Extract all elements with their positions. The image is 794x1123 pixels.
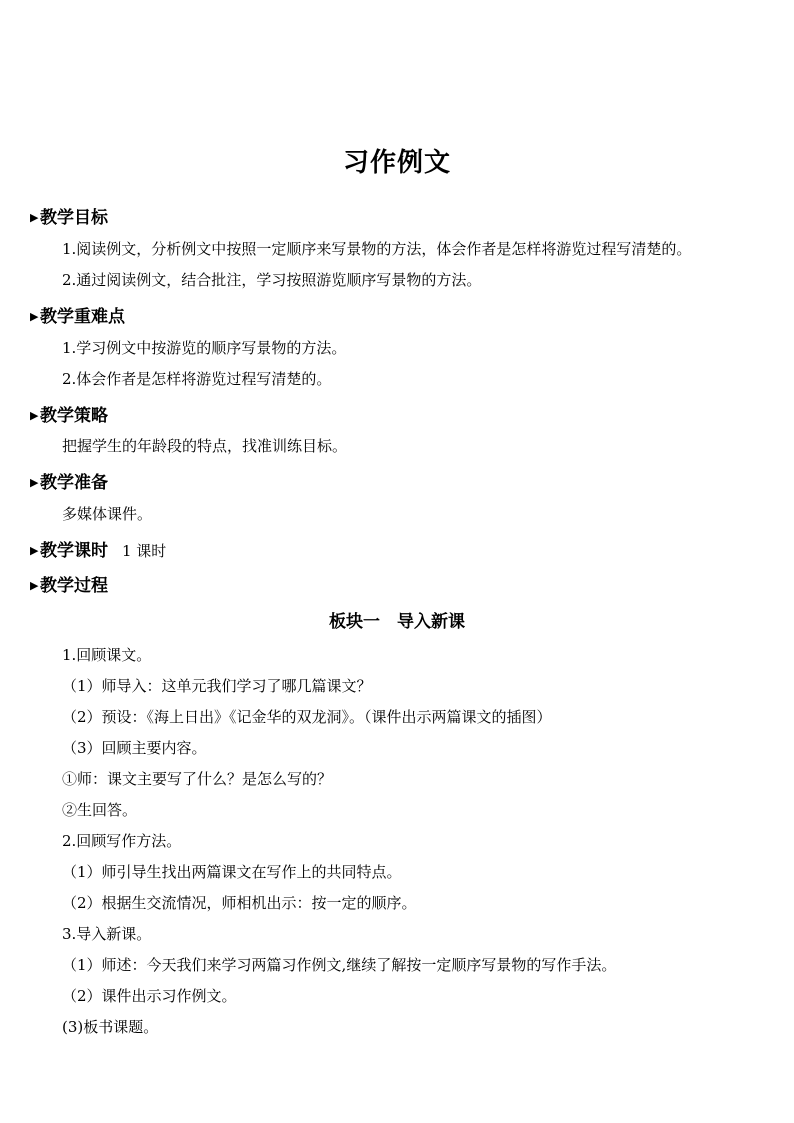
process-line: 3.导入新课。 [62, 925, 152, 943]
triangle-bullet-icon: ▶ [30, 409, 39, 422]
process-line: （2）课件出示习作例文。 [62, 987, 237, 1005]
triangle-bullet-icon: ▶ [30, 579, 39, 592]
heading-label: 教学过程 [40, 576, 108, 596]
objective-item: 1.阅读例文，分析例文中按照一定顺序来写景物的方法，体会作者是怎样将游览过程写清楚的。 [62, 240, 692, 258]
triangle-bullet-icon: ▶ [30, 476, 39, 489]
preparation-text: 多媒体课件。 [62, 505, 153, 523]
triangle-bullet-icon: ▶ [30, 544, 39, 557]
process-line: （2）根据生交流情况，师相机出示：按一定的顺序。 [62, 894, 417, 912]
heading-hours [30, 536, 166, 561]
triangle-bullet-icon: ▶ [30, 310, 39, 323]
objective-item: 2.通过阅读例文，结合批注，学习按照游览顺序写景物的方法。 [62, 271, 482, 289]
keypoint-item: 1.学习例文中按游览的顺序写景物的方法。 [62, 339, 347, 357]
process-line: ①师：课文主要写了什么？是怎么写的？ [62, 770, 333, 788]
process-line: （1）师导入：这单元我们学习了哪几篇课文？ [62, 677, 372, 695]
process-line: ②生回答。 [62, 801, 138, 819]
triangle-bullet-icon: ▶ [30, 211, 39, 224]
hours-value: 1 课时 [122, 542, 167, 560]
heading-label: 教学课时 [40, 541, 108, 561]
keypoint-item: 2.体会作者是怎样将游览过程写清楚的。 [62, 370, 332, 388]
section-title: 板块一 导入新课 [329, 612, 465, 632]
heading-label: 教学策略 [40, 406, 108, 426]
strategy-text: 把握学生的年龄段的特点，找准训练目标。 [62, 437, 348, 455]
process-line: 2.回顾写作方法。 [62, 832, 182, 850]
heading-preparation [30, 468, 108, 493]
heading-process [30, 571, 108, 596]
heading-objectives [30, 203, 108, 228]
heading-label: 教学重难点 [40, 307, 125, 327]
process-line: 1.回顾课文。 [62, 646, 152, 664]
process-line: (3)板书课题。 [62, 1018, 159, 1036]
process-line: （1）师述：今天我们来学习两篇习作例文,继续了解按一定顺序写景物的写作手法。 [62, 956, 617, 974]
page-title: 习作例文 [342, 148, 451, 178]
heading-label: 教学准备 [40, 473, 108, 493]
process-line: （1）师引导生找出两篇课文在写作上的共同特点。 [62, 863, 402, 881]
heading-strategy [30, 401, 108, 426]
heading-label: 教学目标 [40, 208, 108, 228]
process-line: （3）回顾主要内容。 [62, 739, 207, 757]
heading-keypoints [30, 302, 125, 327]
process-line: （2）预设：《海上日出》《记金华的双龙洞》。（课件出示两篇课文的插图） [62, 708, 552, 726]
